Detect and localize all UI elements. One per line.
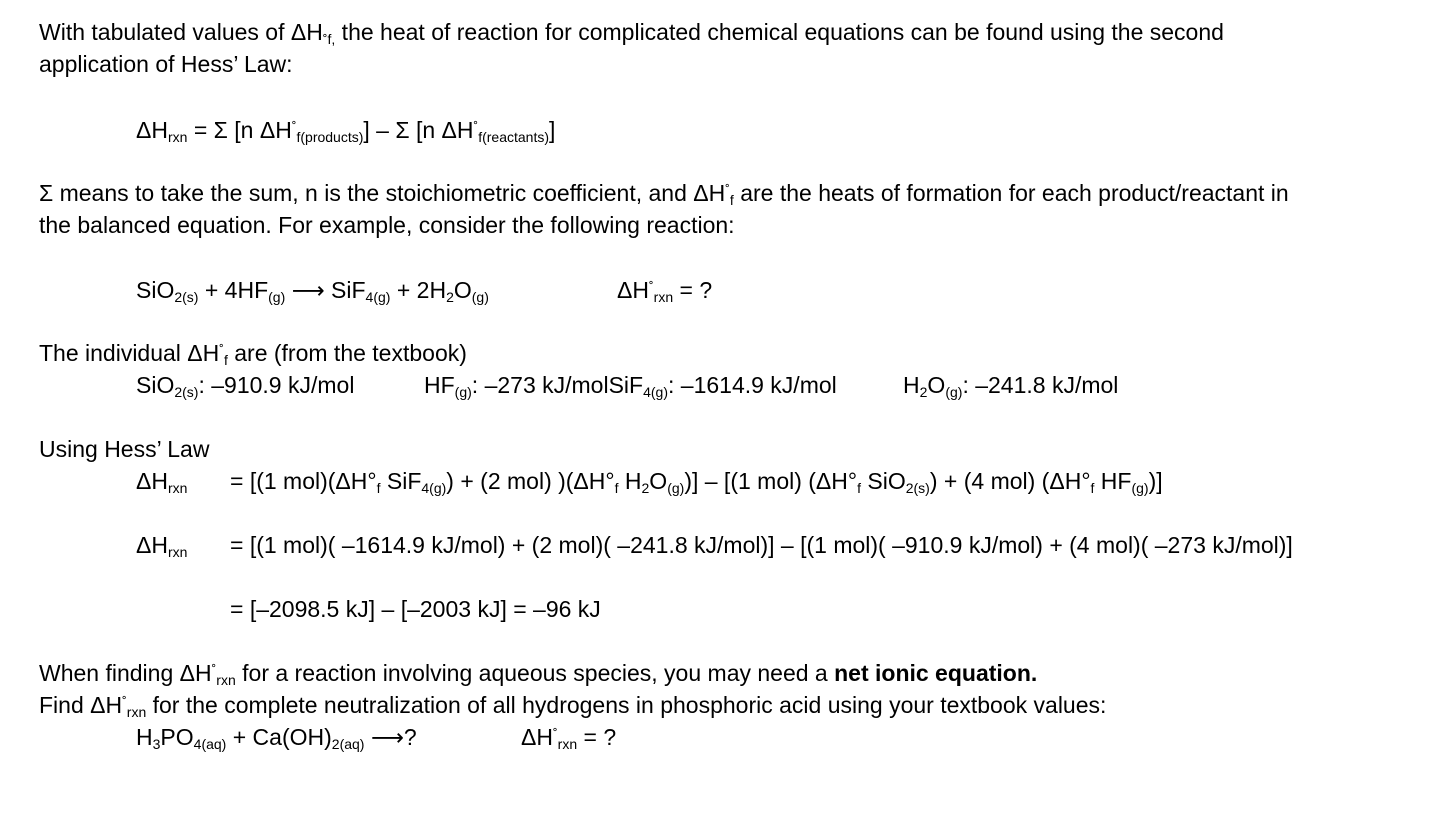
intro-line-1: [39, 16, 1224, 48]
intro-line-2: [39, 48, 293, 80]
subscript: 4(g): [643, 384, 668, 400]
individual-text-a: The individual ΔH: [39, 340, 220, 366]
delta-h: ΔH: [136, 117, 168, 143]
step1-part: )]: [1148, 468, 1163, 494]
using-heading: [39, 433, 209, 465]
subscript: 2(s): [905, 480, 930, 496]
subscript-rxn: rxn: [653, 289, 674, 305]
po4-formula: PO: [160, 724, 194, 750]
step2-lhs: [136, 529, 187, 561]
subscript-f: f: [223, 352, 228, 368]
subscript-rxn: rxn: [126, 704, 147, 720]
individual-heading: [39, 337, 467, 369]
step1-part: SiO: [861, 468, 906, 494]
step1-part: H: [618, 468, 642, 494]
step1-part: ) + (4 mol) (ΔH°: [929, 468, 1091, 494]
subscript-rxn: rxn: [167, 480, 188, 496]
oxygen: O: [453, 277, 472, 303]
degree-symbol: ˚: [725, 182, 730, 198]
value-hf-sif4: [424, 369, 837, 401]
net-ionic-bold: net ionic equation.: [834, 660, 1038, 686]
using-text: Using Hess’ Law: [39, 436, 210, 462]
degree-symbol: ˚: [219, 342, 224, 358]
degree-symbol: ˚: [552, 726, 558, 742]
subscript: 2(s): [174, 384, 199, 400]
step1-lhs: [136, 465, 187, 497]
individual-text-b: are (from the textbook): [227, 340, 467, 366]
phosphoric-reaction: [136, 721, 417, 753]
step2-rhs: [230, 529, 1293, 561]
finding-text-a: When finding ΔH: [39, 660, 212, 686]
reaction-arrow: ⟶: [285, 277, 332, 303]
value-sio2: [136, 369, 354, 401]
subscript: 2(aq): [331, 736, 365, 752]
subscript-f: f: [1090, 480, 1095, 496]
subscript: 2(s): [174, 289, 199, 305]
step1-part: )] – [(1 mol) (ΔH°: [684, 468, 858, 494]
step1-part: = [(1 mol)(ΔH°: [230, 468, 377, 494]
intro-text-a: With tabulated values of ΔH: [39, 19, 323, 45]
intro-text-line-2: application of Hess’ Law:: [39, 51, 293, 77]
degree-symbol: ˚: [291, 119, 297, 135]
step3-text: = [–2098.5 kJ] – [–2003 kJ] = –96 kJ: [230, 596, 601, 622]
sigma-text-line-2: the balanced equation. For example, consider the following reaction:: [39, 212, 735, 238]
degree-symbol: ˚: [473, 119, 479, 135]
subscript-rxn: rxn: [216, 672, 236, 688]
subscript: (g): [471, 289, 489, 305]
h2o-value: : –241.8 kJ/mol: [962, 372, 1119, 398]
hf-formula: HF: [424, 372, 455, 398]
subscript-f: f: [376, 480, 381, 496]
sigma-line-2: [39, 209, 735, 241]
find-line: [39, 689, 1106, 721]
delta-h: ΔH: [136, 532, 168, 558]
hess-formula: [136, 114, 555, 146]
reaction-arrow: ⟶?: [364, 724, 417, 750]
oxygen: O: [927, 372, 946, 398]
subscript: 4(g): [421, 480, 447, 496]
hf-value: : –273 kJ/mol: [471, 372, 609, 398]
finding-line: [39, 657, 1037, 689]
step1-rhs: [230, 465, 1163, 497]
sio2-value: : –910.9 kJ/mol: [198, 372, 355, 398]
caoh2-formula: + Ca(OH): [226, 724, 332, 750]
sigma-text-b: are the heats of formation for each product/reactant in: [733, 180, 1289, 206]
formula-part-1: = Σ [n ΔH: [187, 117, 292, 143]
hydrogen: H: [903, 372, 920, 398]
subscript-rxn: rxn: [167, 129, 188, 145]
step1-part: O: [649, 468, 668, 494]
subscript: 2: [919, 384, 928, 400]
delta-h: ΔH: [521, 724, 553, 750]
hf-term: + 4HF: [198, 277, 269, 303]
subscript-f: f: [857, 480, 861, 496]
finding-text-b: for a reaction involving aqueous species, you may need a: [235, 660, 835, 686]
find-text-a: Find ΔH: [39, 692, 123, 718]
step1-part: ) + (2 mol) )(ΔH°: [446, 468, 615, 494]
subscript: (g): [1131, 480, 1149, 496]
step2-text: = [(1 mol)( –1614.9 kJ/mol) + (2 mol)( –241.8 kJ/mol)] – [(1 mol)( –910.9 kJ/mol) + (4 mol)( –273 kJ/mol)]: [230, 532, 1293, 558]
subscript-rxn: rxn: [557, 736, 578, 752]
subscript-reactants: f(reactants): [478, 129, 550, 145]
value-h2o: [903, 369, 1118, 401]
sio2-formula: SiO: [136, 372, 175, 398]
subscript: (g): [454, 384, 472, 400]
h2o-term: + 2H: [390, 277, 447, 303]
subscript-f: f: [614, 480, 619, 496]
step3-result: [230, 593, 601, 625]
subscript: (g): [945, 384, 963, 400]
subscript: (g): [268, 289, 286, 305]
degree-symbol: ˚: [648, 279, 654, 295]
delta-h: ΔH: [136, 468, 168, 494]
degree-symbol: ˚: [211, 662, 217, 678]
step1-part: HF: [1094, 468, 1132, 494]
sigma-text-a: Σ means to take the sum, n is the stoichiometric coefficient, and ΔH: [39, 180, 726, 206]
sio2-formula: SiO: [136, 277, 175, 303]
sif4-formula: SiF: [331, 277, 366, 303]
find-text-b: for the complete neutralization of all hydrogens in phosphoric acid using your textbook values:: [146, 692, 1107, 718]
formula-part-2: ] – Σ [n ΔH: [363, 117, 474, 143]
degree-symbol: ˚: [322, 32, 328, 48]
subscript: 4(g): [365, 289, 391, 305]
subscript: 2: [446, 289, 454, 305]
sigma-line-1: [39, 177, 1289, 209]
subscript: 3: [152, 736, 161, 752]
equals-question: = ?: [577, 724, 617, 750]
sif4-formula: SiF: [608, 372, 644, 398]
equals-question: = ?: [673, 277, 713, 303]
subscript-f: f: [729, 192, 734, 208]
intro-text-b: the heat of reaction for complicated chemical equations can be found using the second: [335, 19, 1224, 45]
delta-h: ΔH: [617, 277, 649, 303]
sif4-value: : –1614.9 kJ/mol: [668, 372, 837, 398]
subscript: 4(aq): [193, 736, 227, 752]
phosphoric-delta-h: [521, 721, 616, 753]
degree-symbol: ˚: [122, 694, 127, 710]
subscript-f: f,: [327, 31, 336, 47]
example-delta-h: [617, 274, 712, 306]
formula-end: ]: [549, 117, 556, 143]
hydrogen: H: [136, 724, 153, 750]
subscript: 2: [641, 480, 650, 496]
subscript-products: f(products): [296, 129, 364, 145]
subscript-rxn: rxn: [167, 544, 188, 560]
example-reaction: [136, 274, 489, 306]
subscript: (g): [667, 480, 685, 496]
step1-part: SiF: [380, 468, 422, 494]
